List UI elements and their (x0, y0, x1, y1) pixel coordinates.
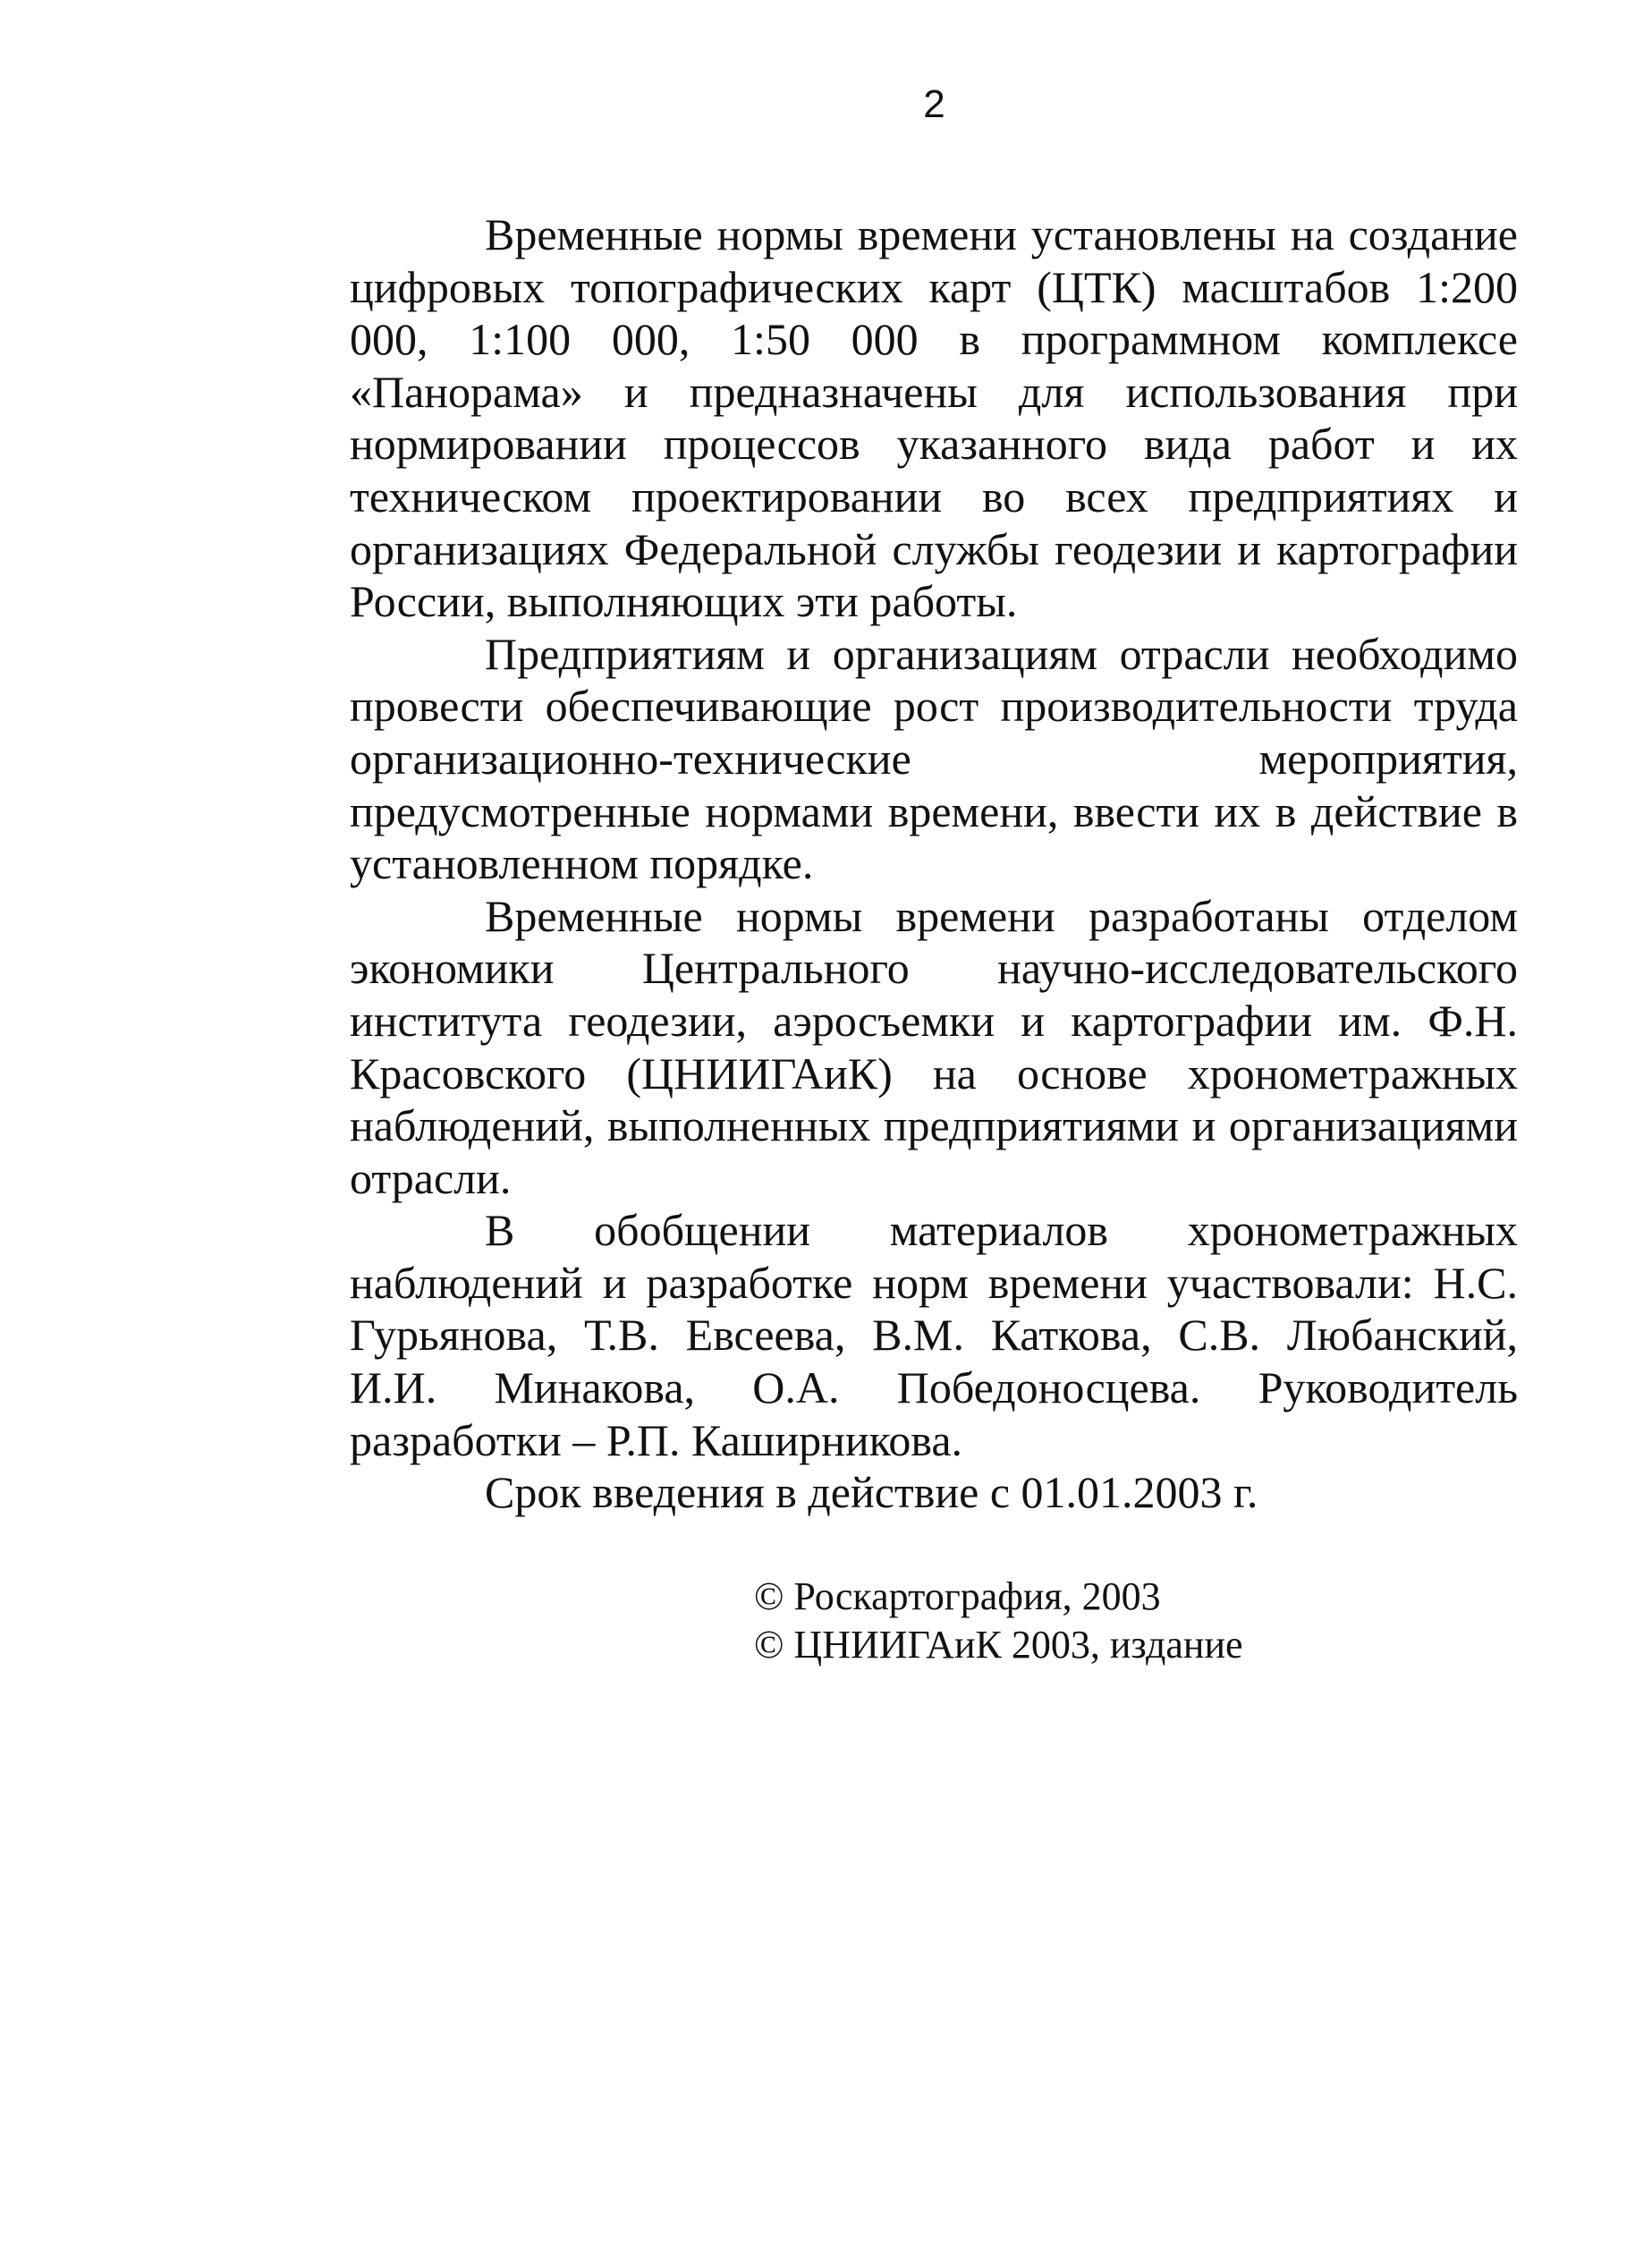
paragraph-contributors: В обобщении материалов хронометражных наблюдений и разработке норм времени участвовали: Н.С. Гурьянова, Т.В. Евсеева, В.М. Каткова, С.В. Любанский, И.И. Минакова, О.А. Победоносцева. Руководитель разработки – Р.П. Каширникова. (350, 1205, 1518, 1465)
document-body (350, 208, 1518, 1519)
copyright-line-tsniigaik: © ЦНИИГАиК 2003, издание (754, 1623, 1243, 1667)
page-number: 2 (923, 82, 945, 126)
paragraph-effective-date: Срок введения в действие с 01.01.2003 г. (485, 1467, 1258, 1518)
copyright-block (754, 1573, 1243, 1669)
paragraph-implementation: Предприятиям и организациям отрасли необходимо провести обеспечивающие рост производительности труда организационно-технические мероприятия, предусмотренные нормами времени, ввести их в действие в установленном порядке. (350, 628, 1518, 889)
copyright-line-roskartografiya: © Роскартография, 2003 (754, 1574, 1161, 1618)
paragraph-purpose: Временные нормы времени установлены на создание цифровых топографических карт (ЦТК) масштабов 1:200 000, 1:100 000, 1:50 000 в программном комплексе «Панорама» и предназначены для использования при нормировании процессов указанного вида работ и их техническом проектировании во всех предприятиях и организациях Федеральной службы геодезии и картографии России, выполняющих эти работы. (350, 209, 1518, 627)
paragraph-developer: Временные нормы времени разработаны отделом экономики Центрального научно-исследовательского института геодезии, аэросъемки и картографии им. Ф.Н. Красовского (ЦНИИГАиК) на основе хронометражных наблюдений, выполненных предприятиями и организациями отрасли. (350, 890, 1518, 1203)
